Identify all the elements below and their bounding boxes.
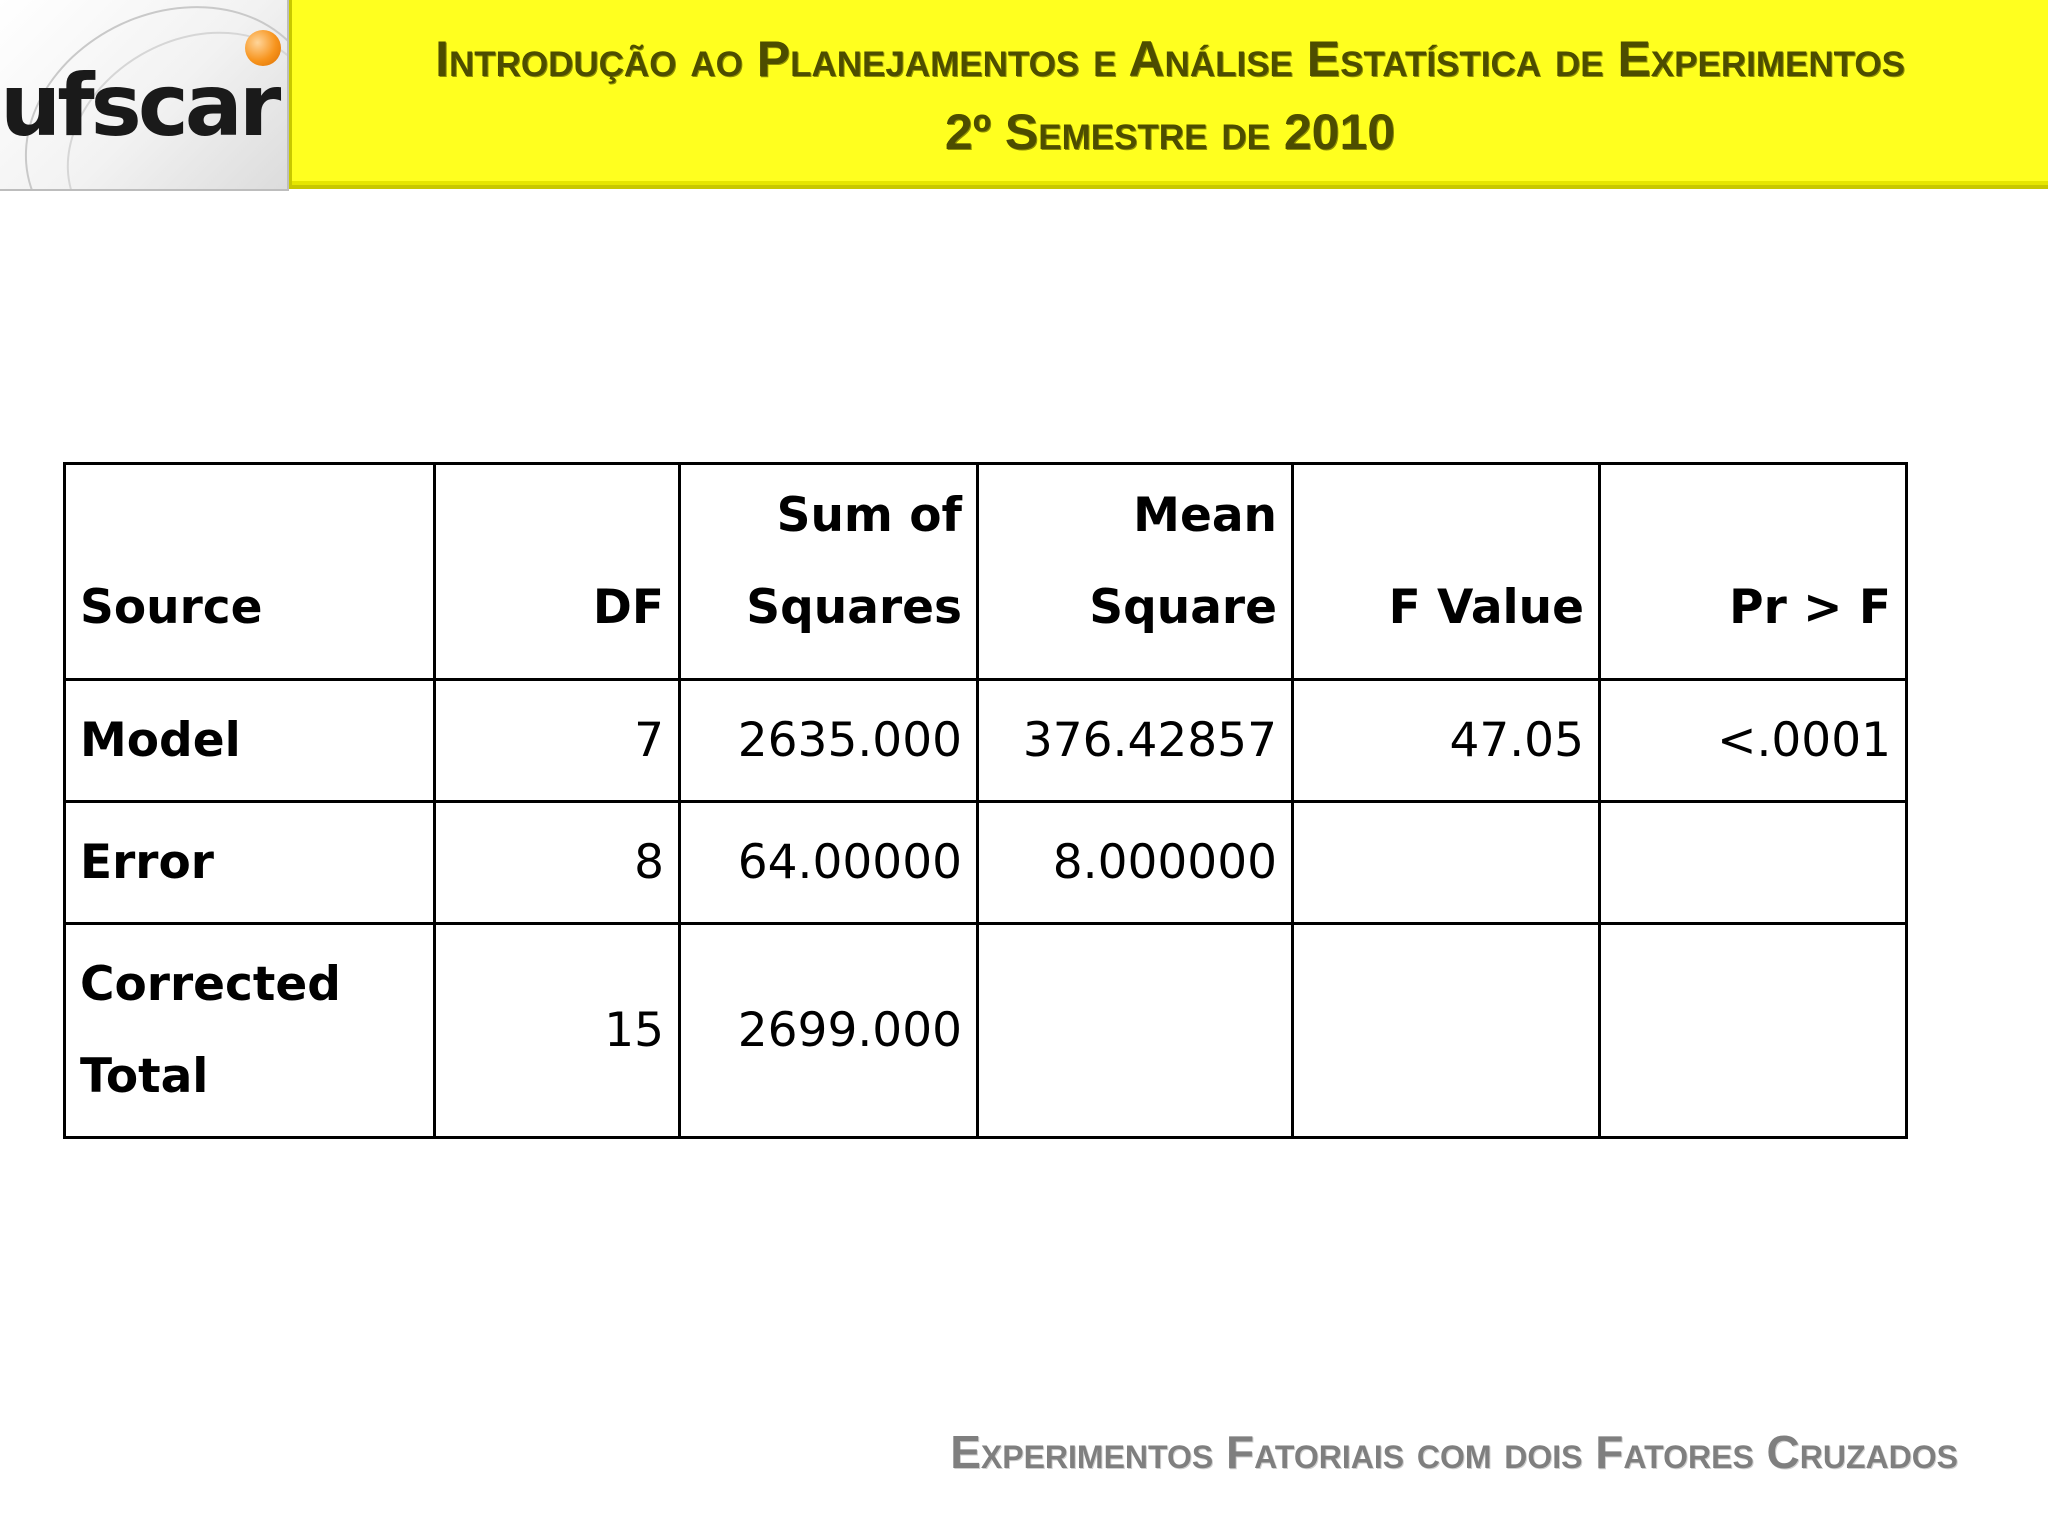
row-source-line1: Corrected [80, 956, 341, 1012]
course-title: Introdução ao Planejamentos e Análise Estatística de Experimentos [435, 31, 1905, 87]
row-pr-f: <.0001 [1600, 680, 1907, 802]
header-sum-of-squares-line1: Sum of [776, 488, 962, 543]
row-mean-square: 376.42857 [978, 680, 1293, 802]
row-df: 8 [435, 802, 680, 924]
header-mean-square [978, 464, 1293, 680]
table-row [65, 680, 1907, 802]
row-pr-f [1600, 924, 1907, 1138]
header-source: Source [65, 464, 435, 680]
table-row [65, 924, 1907, 1138]
header-sum-of-squares-line2: Squares [746, 580, 962, 635]
slide-footer: Experimentos Fatoriais com dois Fatores Cruzados [950, 1426, 1958, 1478]
row-f-value [1293, 924, 1600, 1138]
row-source-line2: Total [80, 1048, 209, 1104]
header-mean-square-line1: Mean [1133, 488, 1277, 543]
row-mean-square: 8.000000 [978, 802, 1293, 924]
row-df: 7 [435, 680, 680, 802]
header-f-value: F Value [1293, 464, 1600, 680]
ufscar-logo [0, 0, 289, 191]
header-pr-f: Pr > F [1600, 464, 1907, 680]
semester-title: 2º Semestre de 2010 [944, 104, 1396, 160]
row-sum-of-squares: 64.00000 [680, 802, 978, 924]
row-source: Model [65, 680, 435, 802]
row-source: Error [65, 802, 435, 924]
table-header-row [65, 464, 1907, 680]
row-f-value [1293, 802, 1600, 924]
table-row [65, 802, 1907, 924]
logo-text: ufscar [0, 56, 278, 156]
row-sum-of-squares: 2699.000 [680, 924, 978, 1138]
header-banner [289, 0, 2048, 189]
row-sum-of-squares: 2635.000 [680, 680, 978, 802]
row-mean-square [978, 924, 1293, 1138]
row-source [65, 924, 435, 1138]
header-mean-square-line2: Square [1089, 580, 1277, 635]
header-sum-of-squares [680, 464, 978, 680]
anova-table [63, 462, 1908, 1139]
header-df: DF [435, 464, 680, 680]
row-f-value: 47.05 [1293, 680, 1600, 802]
row-df: 15 [435, 924, 680, 1138]
row-pr-f [1600, 802, 1907, 924]
